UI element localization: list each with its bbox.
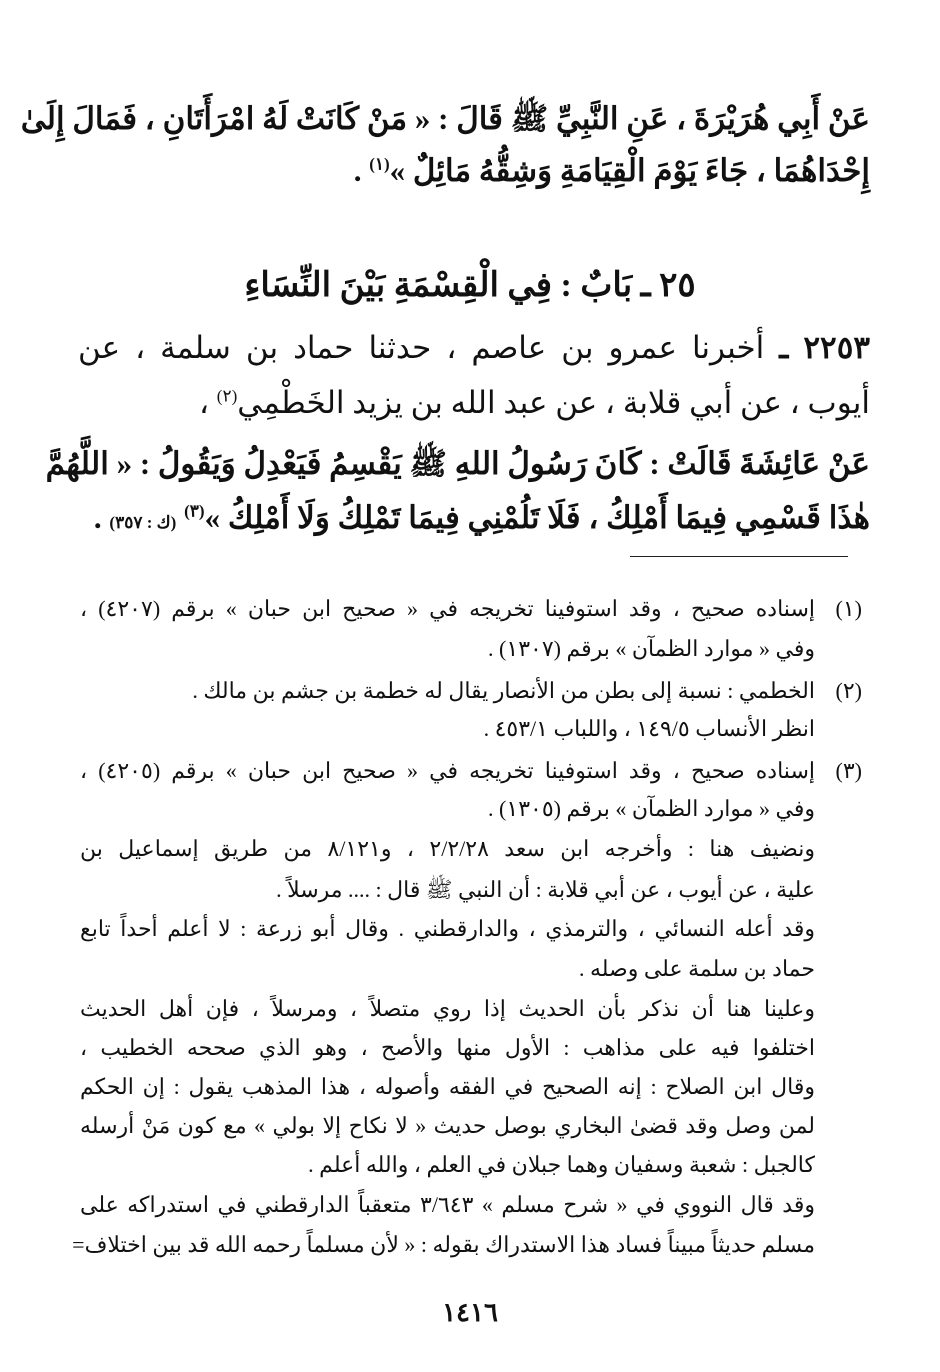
footnote-line: اختلفوا فيه على مذاهب : الأول منها والأصح ، وهو الذي صححه الخطيب ، — [80, 1035, 815, 1060]
footnote-line: ونضيف هنا : وأخرجه ابن سعد ٢/٢/٢٨ ، و٨/١٢١ من طريق إسماعيل بن — [80, 836, 815, 861]
isnad-line — [199, 385, 870, 421]
hadith-text-line — [93, 500, 870, 536]
chapter-heading: ٢٥ ـ بَابٌ : فِي الْقِسْمَةِ بَيْنَ النِّسَاءِ — [244, 267, 696, 304]
footnote-marker: (٢) — [216, 386, 238, 406]
footnote-marker: (١) — [369, 154, 390, 174]
punctuation: ، — [199, 385, 217, 420]
page-number: ١٤١٦ — [442, 1298, 498, 1327]
hadith-text: عَنْ أَبِي هُرَيْرَةَ ، عَنِ النَّبِيِّ ﷺ قَالَ : « مَنْ كَانَتْ لَهُ امْرَأَتَانِ ، فَمَالَ إِلَىٰ — [20, 101, 870, 136]
isnad-text: أيوب ، عن أبي قلابة ، عن عبد الله بن يزيد الخَطْمِي — [237, 385, 870, 420]
footnote-line: وفي « موارد الظمآن » برقم (١٣٠٧) . — [488, 636, 815, 661]
footnote-line: وقد قال النووي في « شرح مسلم » ٣/٦٤٣ متعقباً الدارقطني في استدراكه على — [80, 1192, 815, 1217]
footnote-line: إسناده صحيح ، وقد استوفينا تخريجه في « صحيح ابن حبان » برقم (٤٢٠٥) ، — [80, 758, 815, 783]
footnote-line: إسناده صحيح ، وقد استوفينا تخريجه في « صحيح ابن حبان » برقم (٤٢٠٧) ، — [80, 596, 815, 621]
hadith-text-line — [45, 445, 870, 490]
footnote-number: (٣) — [835, 758, 862, 783]
manuscript-reference: (ك : ٣٥٧) — [109, 513, 177, 532]
footnote-line: لمن وصل وقد قضىٰ البخاري بوصل حديث « لا نكاح إلا بولي » مع كون مَنْ أرسله — [80, 1113, 815, 1138]
hadith-number: ٢٢٥٣ ـ — [779, 330, 870, 365]
footnote-number: (٢) — [835, 678, 862, 703]
footnote-line: كالجبل : شعبة وسفيان وهما جبلان في العلم ، والله أعلم . — [308, 1152, 815, 1177]
footnote-line: مسلم حديثاً مبيناً فساد هذا الاستدراك بقوله : « لأن مسلماً رحمه الله قد بين اختلاف= — [72, 1232, 815, 1257]
hadith-text-line — [353, 153, 870, 189]
isnad-line — [78, 330, 870, 366]
footnote-line: وقال ابن الصلاح : إنه الصحيح في الفقه وأصوله ، هذا المذهب يقول : إن الحكم — [80, 1074, 815, 1099]
hadith-text-line — [20, 100, 870, 145]
hadith-text: هٰذَا قَسْمِي فِيمَا أَمْلِكُ ، فَلَا تَلُمْنِي فِيمَا تَمْلِكُ وَلَا أَمْلِكُ » — [204, 500, 870, 535]
hadith-text: إِحْدَاهُمَا ، جَاءَ يَوْمَ الْقِيَامَةِ وَشِقُّهُ مَائِلٌ » — [389, 153, 870, 188]
footnote-marker: (٣) — [184, 501, 205, 521]
footnote-line: وقد أعله النسائي ، والترمذي ، والدارقطني . وقال أبو زرعة : لا أعلم أحداً تابع — [80, 916, 815, 941]
footnote-line: انظر الأنساب ١٤٩/٥ ، واللباب ٤٥٣/١ . — [483, 716, 815, 741]
footnote-divider — [630, 556, 848, 557]
footnote-line: وعلينا هنا أن نذكر بأن الحديث إذا روي متصلاً ، ومرسلاً ، فإن أهل الحديث — [80, 996, 815, 1021]
footnote-line: وفي « موارد الظمآن » برقم (١٣٠٥) . — [488, 796, 815, 821]
punctuation: . — [93, 500, 110, 535]
isnad-text: أخبرنا عمرو بن عاصم ، حدثنا حماد بن سلمة ، عن — [78, 330, 780, 365]
footnote-line: الخطمي : نسبة إلى بطن من الأنصار يقال له خطمة بن جشم بن مالك . — [192, 678, 815, 703]
footnote-line: علية ، عن أيوب ، عن أبي قلابة : أن النبي ﷺ قال : .... مرسلاً . — [276, 877, 815, 902]
footnote-line: حماد بن سلمة على وصله . — [578, 956, 815, 981]
punctuation: . — [353, 153, 370, 188]
hadith-text: عَنْ عَائِشَةَ قَالَتْ : كَانَ رَسُولُ اللهِ ﷺ يَقْسِمُ فَيَعْدِلُ وَيَقُولُ : « اللَّهُمَّ — [45, 446, 870, 481]
footnote-number: (١) — [835, 596, 862, 621]
